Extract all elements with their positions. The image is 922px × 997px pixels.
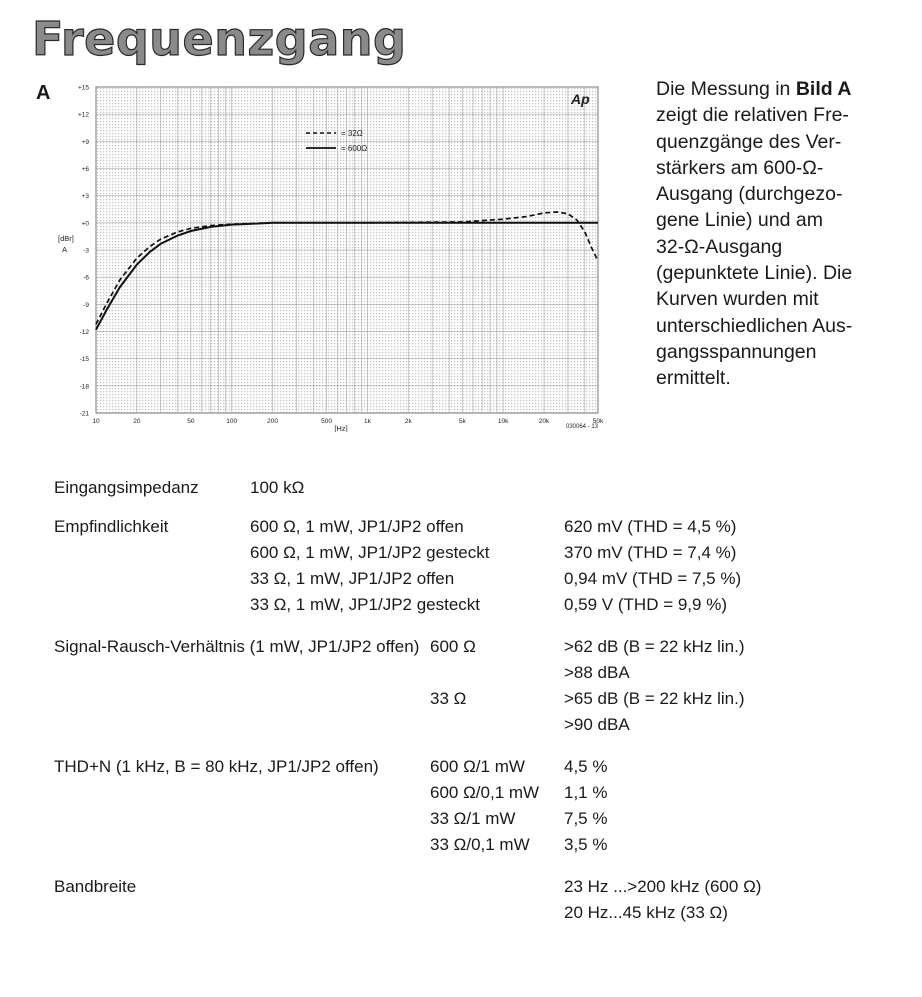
x-tick-label: 20k — [538, 418, 550, 425]
x-tick-label: 2k — [404, 418, 412, 425]
spec-snr-value: >90 dBA — [564, 715, 630, 734]
spec-bandwidth-label: Bandbreite — [54, 877, 137, 896]
spec-thd-value: 7,5 % — [564, 809, 608, 828]
x-tick-label: 1k — [363, 418, 371, 425]
spec-input-impedance-value: 100 kΩ — [250, 478, 305, 497]
spec-bandwidth-value: 20 Hz...45 kHz (33 Ω) — [564, 903, 728, 922]
y-tick-label: -21 — [79, 410, 89, 418]
spec-thd-value: 4,5 % — [564, 757, 608, 776]
y-tick-label: -3 — [83, 247, 89, 255]
spec-sensitivity-value: 0,59 V (THD = 9,9 %) — [564, 595, 727, 614]
x-tick-label: 50 — [187, 418, 195, 425]
x-tick-label: 5k — [458, 418, 466, 425]
frequency-response-chart — [58, 82, 618, 432]
spec-sensitivity-value: 620 mV (THD = 4,5 %) — [564, 517, 737, 536]
x-tick-label: 100 — [226, 418, 238, 425]
brand-mark: Ap — [571, 91, 590, 107]
x-tick-labels — [92, 418, 604, 425]
caption-line: Kurven wurden mit — [656, 288, 819, 311]
spec-thd-condition: 600 Ω/0,1 mW — [430, 783, 540, 802]
y-tick-label: +3 — [81, 193, 89, 201]
spec-snr-label: Signal-Rausch-Verhältnis (1 mW, JP1/JP2 offen) — [54, 637, 420, 656]
caption-figure-ref: Bild A — [795, 78, 852, 100]
spec-thd-value: 1,1 % — [564, 783, 608, 802]
caption-line: unterschiedlichen Aus- — [656, 314, 853, 337]
y-tick-label: +6 — [81, 166, 89, 173]
caption-line: (gepunktete Linie). Die — [656, 262, 853, 285]
x-tick-label: 200 — [267, 418, 278, 425]
caption-line: stärkers am 600-Ω- — [656, 156, 824, 179]
y-tick-label: +0 — [81, 220, 89, 228]
spec-snr-value: >62 dB (B = 22 kHz lin.) — [564, 637, 745, 656]
spec-sensitivity-value: 370 mV (THD = 7,4 %) — [564, 543, 737, 562]
legend-label-600: = 600Ω — [341, 144, 368, 153]
spec-thd-condition: 33 Ω/0,1 mW — [430, 835, 530, 854]
caption-intro: Die Messung in — [656, 78, 796, 100]
y-axis-label: [dBr] — [58, 234, 74, 243]
x-tick-label: 10k — [497, 418, 509, 425]
spec-sensitivity-condition: 600 Ω, 1 mW, JP1/JP2 offen — [250, 517, 464, 536]
x-axis-label: [Hz] — [334, 424, 348, 432]
spec-sensitivity-condition: 600 Ω, 1 mW, JP1/JP2 gesteckt — [250, 543, 490, 562]
spec-snr-condition: 600 Ω — [430, 637, 476, 656]
y-tick-label: -9 — [83, 301, 89, 309]
spec-thd-label: THD+N (1 kHz, B = 80 kHz, JP1/JP2 offen) — [54, 757, 379, 776]
spec-sensitivity-condition: 33 Ω, 1 mW, JP1/JP2 gesteckt — [250, 595, 481, 614]
x-tick-label: 10 — [92, 418, 100, 425]
x-tick-label: 20 — [133, 418, 141, 425]
caption-line: Ausgang (durchgezo- — [656, 183, 843, 206]
spec-snr-value: >65 dB (B = 22 kHz lin.) — [564, 689, 745, 708]
spec-sensitivity-value: 0,94 mV (THD = 7,5 %) — [564, 569, 742, 588]
page-title: Frequenzgang — [32, 12, 407, 66]
spec-bandwidth-value: 23 Hz ...>200 kHz (600 Ω) — [564, 877, 762, 896]
caption-line: gene Linie) und am — [656, 209, 823, 232]
y-tick-label: -15 — [79, 356, 89, 364]
figure-code: 030064 - 13 — [565, 424, 599, 430]
spec-sensitivity-condition: 33 Ω, 1 mW, JP1/JP2 offen — [250, 569, 455, 588]
y-axis-label-2: A — [62, 245, 68, 254]
y-tick-label: -6 — [83, 274, 89, 282]
spec-snr-condition: 33 Ω — [430, 689, 467, 708]
caption-line: quenzgänge des Ver- — [656, 130, 842, 153]
x-tick-label: 50k — [592, 418, 604, 425]
x-tick-label: 500 — [321, 418, 333, 425]
spec-thd-condition: 33 Ω/1 mW — [430, 809, 516, 828]
spec-sensitivity-label: Empfindlichkeit — [54, 517, 169, 536]
y-tick-labels — [78, 85, 89, 418]
legend-label-32: = 32Ω — [341, 129, 363, 138]
caption-text — [656, 76, 910, 392]
y-tick-label: +9 — [81, 138, 89, 146]
y-tick-label: +15 — [77, 84, 89, 92]
y-tick-label: -12 — [79, 329, 89, 336]
spec-thd-value: 3,5 % — [564, 835, 608, 854]
caption-line: ermittelt. — [656, 367, 731, 390]
figure-label: A — [36, 82, 51, 104]
spec-input-impedance-label: Eingangsimpedanz — [54, 478, 199, 497]
spec-thd-condition: 600 Ω/1 mW — [430, 757, 525, 776]
caption-line: 32-Ω-Ausgang — [656, 235, 783, 258]
caption-line: zeigt die relativen Fre- — [656, 104, 849, 127]
y-tick-label: +12 — [77, 111, 89, 119]
spec-snr-value: >88 dBA — [564, 663, 630, 682]
y-tick-label: -18 — [79, 383, 89, 391]
caption-line: gangsspannungen — [656, 340, 817, 363]
